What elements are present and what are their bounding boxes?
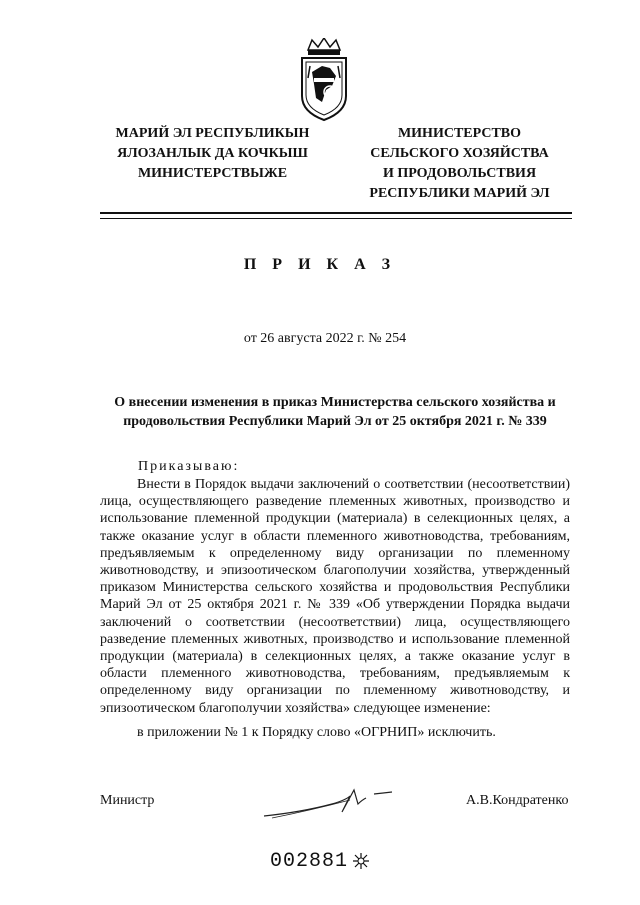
signer-name: А.В.Кондратенко [466,793,569,808]
coat-of-arms-icon [296,38,352,122]
ministry-name-russian [342,124,577,204]
header-left-line: МИНИСТЕРСТВЫЖЕ [137,166,288,181]
asterisk-mark-icon [352,852,370,870]
header-right-line: И ПРОДОВОЛЬСТВИЯ [382,166,537,181]
header-divider-thick [100,212,572,214]
registration-number: 002881 [270,850,349,873]
header-divider-thin [100,218,572,219]
handwritten-signature [262,782,412,822]
header-right-line: РЕСПУБЛИКИ МАРИЙ ЭЛ [369,186,550,201]
ministry-name-mari [95,124,330,184]
document-subject: О внесении изменения в приказ Министерства сельского хозяйства и продовольствия Республики Марий Эл от 25 октября 2021 г. № 339 [114,395,556,429]
document-title: П Р И К А З [243,256,397,273]
order-lead: Приказываю: [138,459,240,474]
body-paragraph-1: Внести в Порядок выдачи заключений о соответствии (несоответствии) лица, осуществляющего разведение племенных животных, производство и использование племенной продукции (материала) в селекционных целях, а также оказание услуг в области племенного животноводства, требованиям, предъявляемым к определенному виду организации по племенному животноводству, и эпизоотическом благополучии хозяйства, утвержденный приказом Министерства сельского хозяйства и продовольствия Республики Марий Эл от 25 октября 2021 г. № 339 «Об утверждении Порядка выдачи заключений о соответствии (несоответствии) лица, осуществляющего разведение племенных животных, производство и использование племенной продукции (материала) в селекционных целях, а также оказание услуг в области племенного животноводства, требованиям, предъявляемым к определенному виду организации по племенному животноводству, и эпизоотическом благополучии хозяйства» следующее изменение: [100,477,570,716]
body-paragraph-2: в приложении № 1 к Порядку слово «ОГРНИП» исключить. [137,725,496,740]
header-right-line: МИНИСТЕРСТВО [397,126,522,141]
header-left-line: МАРИЙ ЭЛ РЕСПУБЛИКЫН [115,126,310,141]
header-left-line: ЯЛОЗАНЛЫК ДА КОЧКЫШ [117,146,308,161]
document-date: от 26 августа 2022 г. № 254 [243,331,407,346]
header-right-line: СЕЛЬСКОГО ХОЗЯЙСТВА [370,146,549,161]
signer-role: Министр [100,793,155,808]
